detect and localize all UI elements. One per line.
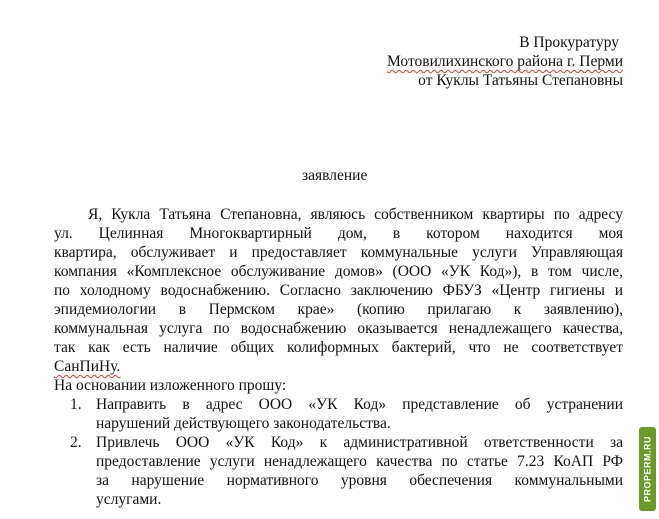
item-1-line-1: Направить в адрес ООО «УК Код» представление об устранении xyxy=(96,396,623,413)
addressee-line-1: В Прокуратуру xyxy=(519,34,619,51)
body-line-3: квартира, обслуживает и предоставляет коммунальные услуги Управляющая xyxy=(54,244,623,261)
body-line-7: коммунальная услуга по водоснабжению оказывается ненадлежащего качества, xyxy=(54,320,623,337)
request-intro: На основании изложенного прошу: xyxy=(54,377,287,394)
item-2-line-1: Привлечь ООО «УК Код» к административной ответственности за xyxy=(96,434,623,451)
body-line-1: Я, Кукла Татьяна Степановна, являюсь собственником квартиры по адресу xyxy=(88,206,623,223)
item-number-1: 1. xyxy=(70,396,82,413)
watermark-badge: PROPERM.RU xyxy=(639,427,656,511)
body-line-4: компания «Комплексное обслуживание домов» (ООО «УК Код»), в том числе, xyxy=(54,263,623,280)
body-line-8: так как есть наличие общих колиформных бактерий, что не соответствует xyxy=(54,339,623,356)
body-line-6: эпидемиологии в Пермском крае» (копию прилагаю к заявлению), xyxy=(54,301,623,318)
body-line-2: ул. Целинная Многоквартирный дом, в котором находится моя xyxy=(54,225,623,242)
addressee-line-2: Мотовилихинского района г. Перми xyxy=(387,53,623,70)
body-line-5: по холодному водоснабжению. Согласно заключению ФБУЗ «Центр гигиены и xyxy=(54,282,623,299)
item-2-line-4: услугами. xyxy=(96,491,162,508)
item-1-line-2: нарушений действующего законодательства. xyxy=(96,415,391,432)
body-line-9: СанПиНу. xyxy=(54,358,121,375)
addressee-line-3: от Куклы Татьяны Степановны xyxy=(418,72,623,89)
item-number-2: 2. xyxy=(70,434,82,451)
item-2-line-2: предоставление услуги ненадлежащего качества по статье 7.23 КоАП РФ xyxy=(96,453,623,470)
document-title: заявление xyxy=(302,167,368,184)
item-2-line-3: за нарушение нормативного уровня обеспечения коммунальными xyxy=(96,472,623,489)
